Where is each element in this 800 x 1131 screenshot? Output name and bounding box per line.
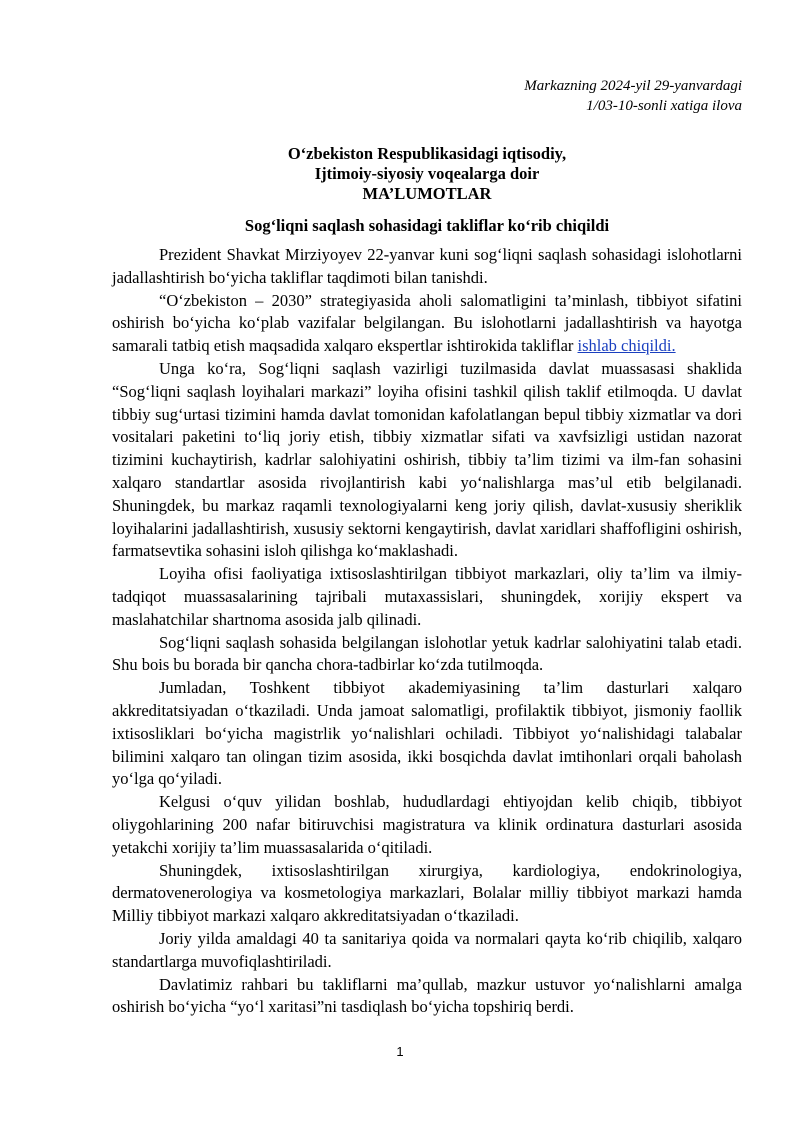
annex-line-1: Markazning 2024-yil 29-yanvardagi xyxy=(524,78,742,94)
paragraph-2 xyxy=(112,290,742,358)
annex-note xyxy=(112,76,742,116)
source-link[interactable]: ishlab chiqildi. xyxy=(577,336,676,356)
paragraph-2-text: “O‘zbekiston – 2030” strategiyasida aholi salomatligini ta’minlash, tibbiyot sifatini oshirish bo‘yicha ko‘plab vazifalar belgilangan. Bu islohotlarni jadallashtirish va hayotga samarali tatbiq etish maqsadida xalqaro ekspertlar ishtirokida takliflar xyxy=(112,290,742,356)
document-page xyxy=(112,76,742,1019)
paragraph-3: Unga ko‘ra, Sog‘liqni saqlash vazirligi tuzilmasida davlat muassasasi shaklida “Sog‘liqni saqlash loyihalari markazi” loyiha ofisini tashkil qilish taklif etilmoqda. U davlat tibbiy sug‘urtasi tizimini hamda davlat tomonidan kafolatlangan bepul tibbiy xizmatlar va dori vositalari paketini to‘liq joriy etish, tibbiy xizmatlar sifati va xavfsizligi ustidan nazorat tizimini kuchaytirish, kadrlar salohiyatini oshirish, tibbiy ta’lim tizimi va ilm-fan sohasini xalqaro standartlar asosida rivojlantirish kabi yo‘nalishlarga mas’ul etib belgilanadi. Shuningdek, bu markaz raqamli texnologiyalarni keng joriy qilish, davlat-xususiy sheriklik loyihalarini jadallashtirish, xususiy sektorni kengaytirish, davlat xaridlari shaffofligini oshirish, farmatsevtika sohasini isloh qilishga ko‘maklashadi. xyxy=(112,358,742,561)
paragraph-10: Davlatimiz rahbari bu takliflarni ma’qullab, mazkur ustuvor yo‘nalishlarni amalga oshirish bo‘yicha “yo‘l xaritasi”ni tasdiqlash bo‘yicha topshiriq berdi. xyxy=(112,974,742,1017)
paragraph-1: Prezident Shavkat Mirziyoyev 22-yanvar kuni sog‘liqni saqlash sohasidagi islohotlarni jadallashtirish bo‘yicha takliflar taqdimoti bilan tanishdi. xyxy=(112,245,742,287)
heading-line-2: Ijtimoiy-siyosiy voqealarga doir xyxy=(314,164,540,183)
paragraph-4: Loyiha ofisi faoliyatiga ixtisoslashtirilgan tibbiyot markazlari, oliy ta’lim va ilmiy-tadqiqot muassasalarining tajribali mutaxassislari, shuningdek, xorijiy ekspert va maslahatchilar shartnoma asosida jalb qilinadi. xyxy=(112,564,742,629)
article-title: Sog‘liqni saqlash sohasidagi takliflar ko‘rib chiqildi xyxy=(244,216,610,235)
article-body xyxy=(112,244,742,1019)
heading-line-1: O‘zbekiston Respublikasidagi iqtisodiy, xyxy=(287,144,567,163)
document-heading xyxy=(112,144,742,204)
paragraph-8: Shuningdek, ixtisoslashtirilgan xirurgiya, kardiologiya, endokrinologiya, dermatovenerologiya va kosmetologiya markazlari, Bolalar milliy tibbiyot markazi hamda Milliy tibbiyot markazi xalqaro akkreditatsiyadan o‘tkaziladi. xyxy=(112,860,742,926)
annex-line-2: 1/03-10-sonli xatiga ilova xyxy=(586,98,742,114)
heading-line-3: MA’LUMOTLAR xyxy=(362,184,492,203)
paragraph-6: Jumladan, Toshkent tibbiyot akademiyasining ta’lim dasturlari xalqaro akkreditatsiyadan o‘tkaziladi. Unda jamoat salomatligi, profilaktik tibbiyot, jismoniy faollik ixtisosliklari bo‘yicha magistrlik yo‘nalishlari ochiladi. Tibbiyot yo‘nalishidagi talabalar bilimini xalqaro tan olingan tizim asosida, ikki bosqichda davlat imtihonlari orqali baholash yo‘lga qo‘yiladi. xyxy=(112,678,742,789)
paragraph-5: Sog‘liqni saqlash sohasida belgilangan islohotlar yetuk kadrlar salohiyatini talab etadi. Shu bois bu borada bir qancha chora-tadbirlar ko‘zda tutilmoqda. xyxy=(112,632,742,675)
paragraph-7: Kelgusi o‘quv yilidan boshlab, hududlardagi ehtiyojdan kelib chiqib, tibbiyot oliygohlarining 200 nafar bitiruvchisi magistratura va klinik ordinatura dasturlari asosida yetakchi xorijiy ta’lim muassasalarida o‘qitiladi. xyxy=(112,792,742,857)
paragraph-9: Joriy yilda amaldagi 40 ta sanitariya qoida va normalari qayta ko‘rib chiqilib, xalqaro standartlarga muvofiqlashtiriladi. xyxy=(112,928,742,971)
page-number: 1 xyxy=(396,1044,404,1059)
